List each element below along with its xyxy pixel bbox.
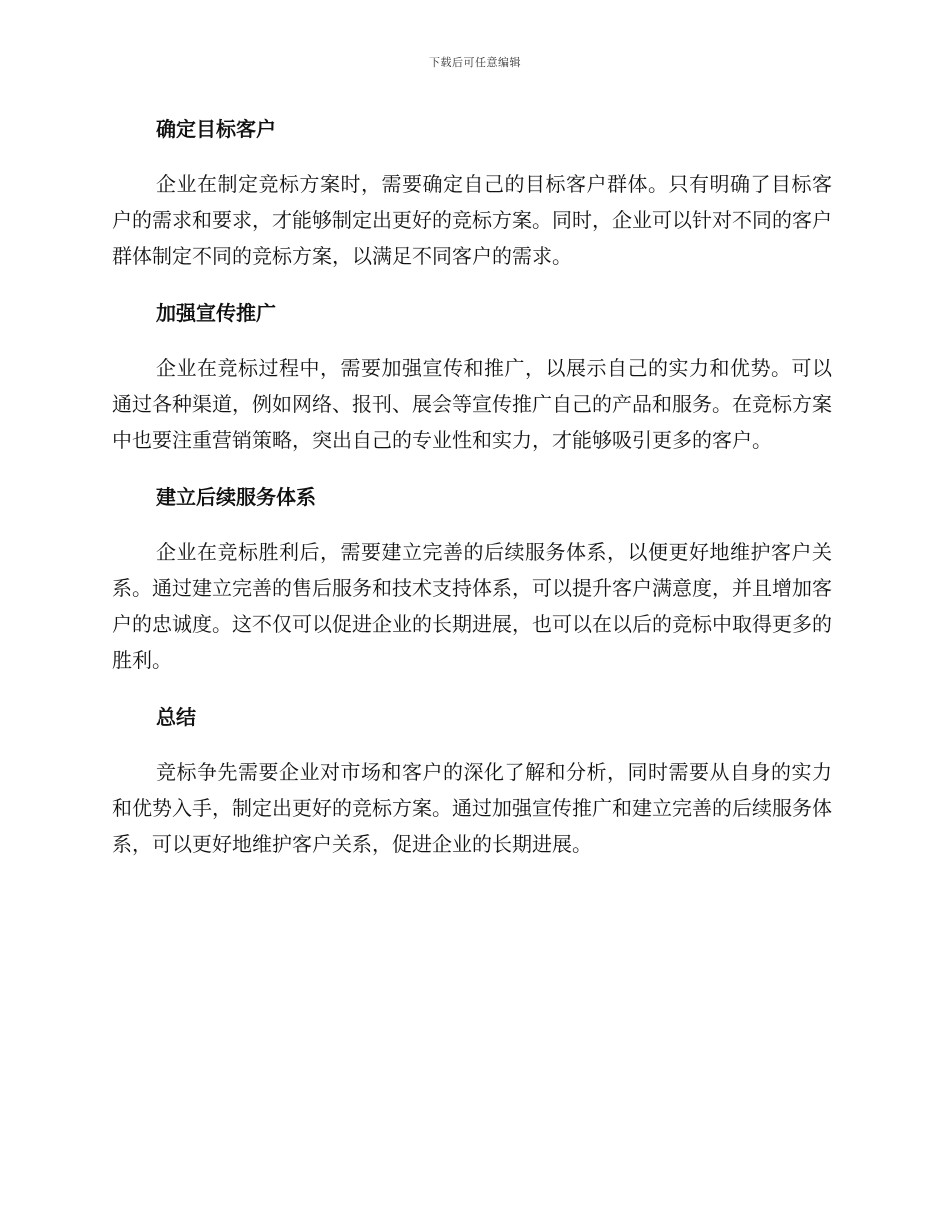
section-paragraph: 企业在竞标胜利后，需要建立完善的后续服务体系，以便更好地维护客户关系。通过建立完善的售后服务和技术支持体系，可以提升客户满意度，并且增加客户的忠诚度。这不仅可以促进企业的长期进展，也可以在以后的竞标中取得更多的胜利。 — [112, 540, 832, 672]
section-heading: 建立后续服务体系 — [156, 485, 316, 509]
section-paragraph: 企业在竞标过程中，需要加强宣传和推广，以展示自己的实力和优势。可以通过各种渠道，例如网络、报刊、展会等宣传推广自己的产品和服务。在竞标方案中也要注重营销策略，突出自己的专业性和实力，才能够吸引更多的客户。 — [112, 356, 832, 452]
section-paragraph: 竞标争先需要企业对市场和客户的深化了解和分析，同时需要从自身的实力和优势入手，制定出更好的竞标方案。通过加强宣传推广和建立完善的后续服务体系，可以更好地维护客户关系，促进企业的长期进展。 — [112, 760, 832, 856]
section-heading: 总结 — [156, 705, 196, 729]
section-promotion — [112, 296, 832, 458]
section-after-sales — [112, 480, 832, 678]
section-summary — [112, 700, 832, 862]
document-body — [112, 112, 832, 884]
section-heading: 加强宣传推广 — [156, 301, 276, 325]
section-target-customers — [112, 112, 832, 274]
section-paragraph: 企业在制定竞标方案时，需要确定自己的目标客户群体。只有明确了目标客户的需求和要求，才能够制定出更好的竞标方案。同时，企业可以针对不同的客户群体制定不同的竞标方案，以满足不同客户的需求。 — [112, 172, 832, 268]
section-heading: 确定目标客户 — [156, 117, 276, 141]
header-note: 下载后可任意编辑 — [429, 56, 521, 69]
